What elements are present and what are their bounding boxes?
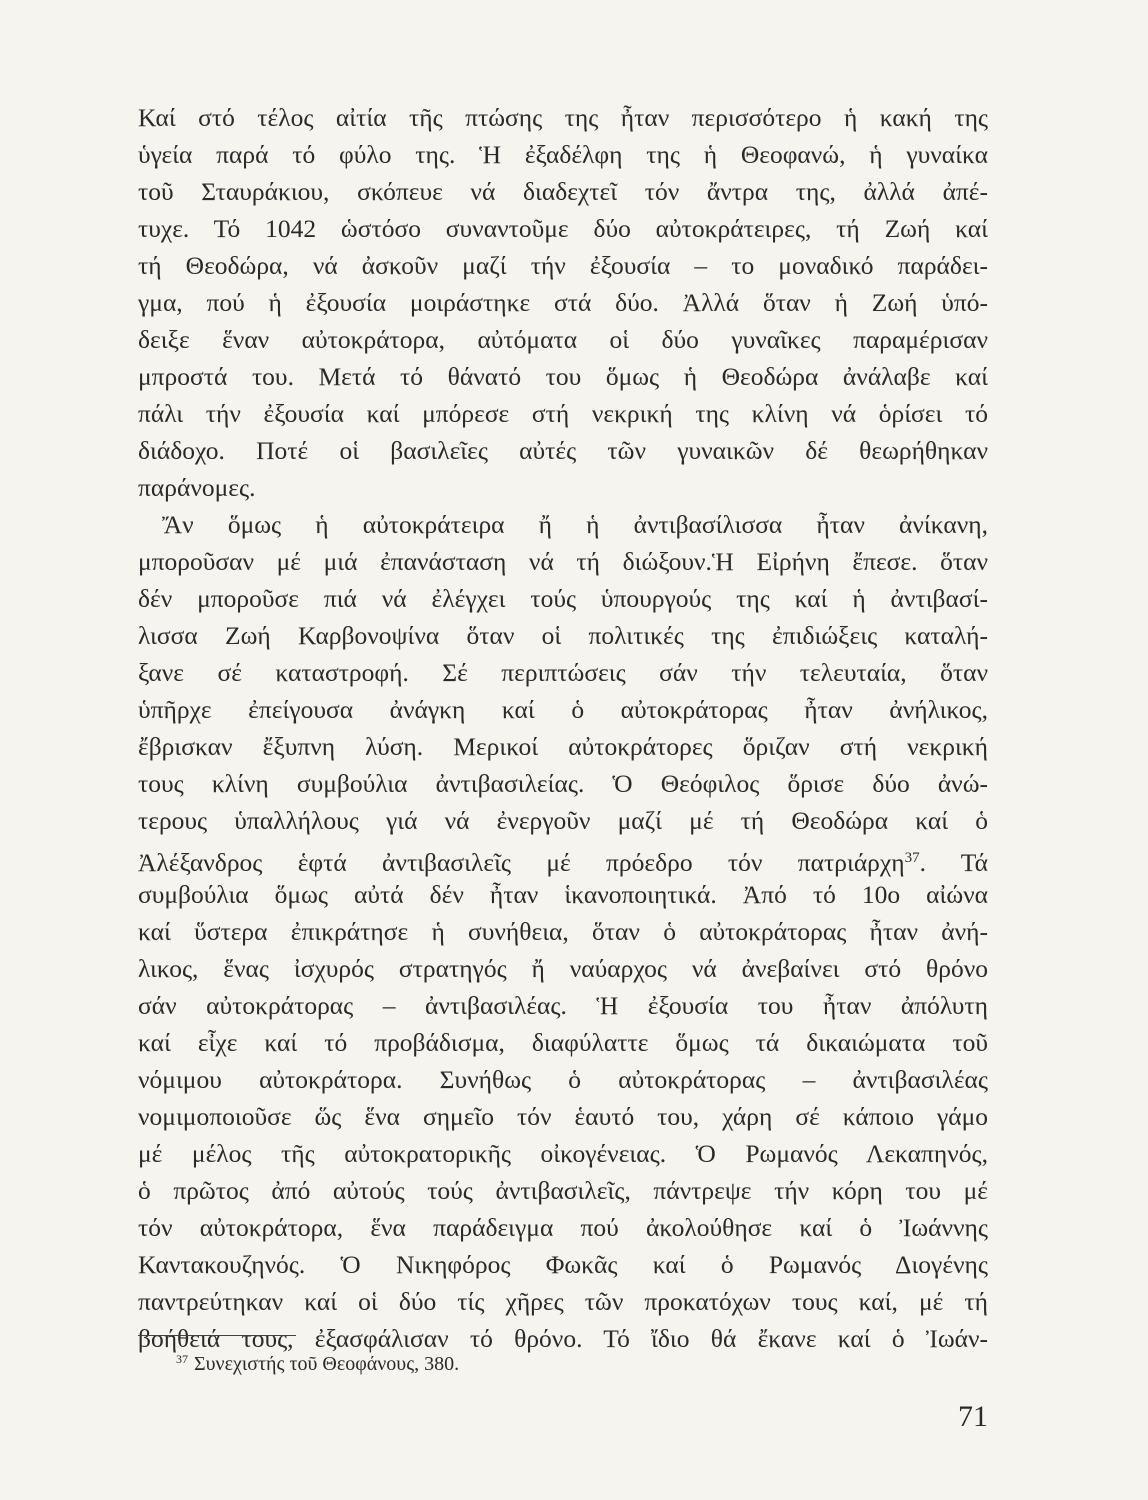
body-line: γμα, πού ἡ ἐξουσία μοιράστηκε στά δύο. Ἀλλά ὅταν ἡ Ζωή ὑπό- [138,288,988,317]
body-line: ξανε σέ καταστροφή. Σέ περιπτώσεις σάν τήν τελευταία, ὅταν [138,658,988,687]
body-line: διάδοχο. Ποτέ οἱ βασιλεῖες αὐτές τῶν γυναικῶν δέ θεωρήθηκαν [138,436,988,465]
body-line: τοῦ Σταυράκιου, σκόπευε νά διαδεχτεῖ τόν ἄντρα της, ἀλλά ἀπέ- [138,177,988,206]
body-line: πάλι τήν ἐξουσία καί μπόρεσε στή νεκρική της κλίνη νά ὁρίσει τό [138,399,988,428]
body-line: δέν μποροῦσε πιά νά ἐλέγχει τούς ὑπουργούς της καί ἡ ἀντιβασί- [138,584,988,613]
body-line: συμβούλια ὅμως αὐτά δέν ἦταν ἱκανοποιητικά. Ἀπό τό 10ο αἰώνα [138,880,988,909]
body-line: καί ὕστερα ἐπικράτησε ἡ συνήθεια, ὅταν ὁ αὐτοκράτορας ἦταν ἀνή- [138,917,988,946]
body-line: μποροῦσαν μέ μιά ἐπανάσταση νά τή διώξουν.Ἡ Εἰρήνη ἔπεσε. ὅταν [138,547,988,576]
body-line: νόμιμου αὐτοκράτορα. Συνήθως ὁ αὐτοκράτορας – ἀντιβασιλέας [138,1065,988,1094]
page-number: 71 [958,1400,988,1433]
body-line: Καί στό τέλος αἰτία τῆς πτώσης της ἦταν περισσότερο ἡ κακή της [138,103,988,132]
body-line: δειξε ἕναν αὐτοκράτορα, αὐτόματα οἱ δύο γυναῖκες παραμέρισαν [138,325,988,354]
body-line: τους κλίνη συμβούλια ἀντιβασιλείας. Ὁ Θεόφιλος ὅρισε δύο ἀνώ- [138,769,988,798]
body-line: τή Θεοδώρα, νά ἀσκοῦν μαζί τήν ἐξουσία – το μοναδικό παράδει- [138,251,988,280]
body-line: νομιμοποιοῦσε ὥς ἕνα σημεῖο τόν ἑαυτό του, χάρη σέ κάποιο γάμο [138,1102,988,1131]
body-line: ὁ πρῶτος ἀπό αὐτούς τούς ἀντιβασιλεῖς, πάντρεψε τήν κόρη του μέ [138,1176,988,1205]
body-line: βοήθειά τους, ἐξασφάλισαν τό θρόνο. Τό ἴδιο θά ἔκανε καί ὁ Ἰωάν- [138,1324,988,1353]
body-line: σάν αὐτοκράτορας – ἀντιβασιλέας. Ἡ ἐξουσία του ἦταν ἀπόλυτη [138,991,988,1020]
footnote-text: Συνεχιστής τοῦ Θεοφάνους, 380. [194,1353,460,1375]
body-line: τόν αὐτοκράτορα, ἕνα παράδειγμα πού ἀκολούθησε καί ὁ Ἰωάννης [138,1213,988,1242]
body-line: ὑγεία παρά τό φύλο της. Ἡ ἐξαδέλφη της ἡ Θεοφανώ, ἡ γυναίκα [138,140,988,169]
body-line-tail: . Τά [919,848,988,877]
body-line: καί εἶχε καί τό προβάδισμα, διαφύλαττε ὅμως τά δικαιώματα τοῦ [138,1028,988,1057]
body-line: λισσα Ζωή Καρβονοψίνα ὅταν οἱ πολιτικές της ἐπιδιώξεις καταλή- [138,621,988,650]
body-line: τυχε. Τό 1042 ὡστόσο συναντοῦμε δύο αὐτοκράτειρες, τή Ζωή καί [138,214,988,243]
body-line: ὑπῆρχε ἐπείγουσα ἀνάγκη καί ὁ αὐτοκράτορας ἦταν ἀνήλικος, [138,695,988,724]
footnote-marker: 37 [176,1352,188,1366]
body-line-text: Ἀλέξανδρος ἑφτά ἀντιβασιλεῖς μέ πρόεδρο τόν πατριάρχη [138,848,905,877]
footnote-reference[interactable]: 37 [904,850,920,866]
body-line: παντρεύτηκαν καί οἱ δύο τίς χῆρες τῶν προκατόχων τους καί, μέ τή [138,1287,988,1316]
body-line: τερους ὑπαλλήλους γιά νά ἐνεργοῦν μαζί μέ τή Θεοδώρα καί ὁ [138,806,988,835]
footnote-divider [138,1335,296,1336]
body-line: Ἄν ὅμως ἡ αὐτοκράτειρα ἤ ἡ ἀντιβασίλισσα ἦταν ἀνίκανη, [162,510,988,539]
body-line: Καντακουζηνός. Ὁ Νικηφόρος Φωκᾶς καί ὁ Ρωμανός Διογένης [138,1250,988,1279]
footnote [176,1346,459,1377]
body-line: μέ μέλος τῆς αὐτοκρατορικῆς οἰκογένειας. Ὁ Ρωμανός Λεκαπηνός, [138,1139,988,1168]
body-line: ἔβρισκαν ἔξυπνη λύση. Μερικοί αὐτοκράτορες ὅριζαν στή νεκρική [138,732,988,761]
body-line: λικος, ἕνας ἰσχυρός στρατηγός ἤ ναύαρχος νά ἀνεβαίνει στό θρόνο [138,954,988,983]
body-line: παράνομες. [138,473,256,502]
body-line: μπροστά του. Μετά τό θάνατό του ὅμως ἡ Θεοδώρα ἀνάλαβε καί [138,362,988,391]
body-line-with-footnote-ref [138,843,988,878]
